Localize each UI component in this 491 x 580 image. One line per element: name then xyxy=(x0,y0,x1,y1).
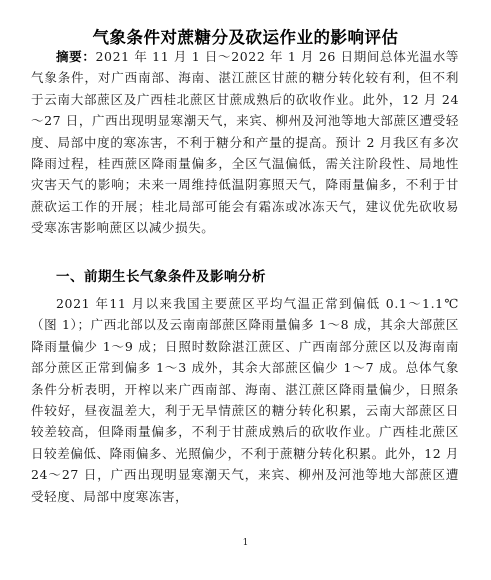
section-heading: 一、前期生长气象条件及影响分析 xyxy=(56,269,266,285)
document-title: 气象条件对蔗糖分及砍运作业的影响评估 xyxy=(92,28,399,48)
abstract-label: 摘要： xyxy=(56,49,96,64)
body-paragraph: 2021 年11 月以来我国主要蔗区平均气温正常到偏低 0.1～1.1℃（图 1）；广西北部以及云南南部蔗区降雨量偏多 1～8 成，其余大部蔗区降雨量偏少 1～9 成；日照时数除湛江蔗区、广西南部分蔗区以及海南南部分蔗区正常到偏多 1～3 成外，其余大部蔗区偏少 1～7 成。总体气象条件分析表明，开榨以来广西南部、海南、湛江蔗区降雨量偏少，日照条件较好，昼夜温差大，利于无旱情蔗区的糖分转化积累，云南大部蔗区日较差较高，但降雨量偏多，不利于甘蔗成熟后的砍收作业。广西桂北蔗区日较差偏低、降雨偏多、光照偏少，不利于蔗糖分转化积累。此外，12 月 24～27 日，广西出现明显寒潮天气，来宾、柳州及河池等地大部蔗区遭受轻度、局部中度寒冻害， xyxy=(31,296,459,504)
abstract-paragraph xyxy=(31,46,459,239)
page-number: 1 xyxy=(242,538,249,548)
abstract-text: 2021 年 11 月 1 日～2022 年 1 月 26 日期间总体光温水等气象条件，对广西南部、海南、湛江蔗区甘蔗的糖分转化较有利，但不利于云南大部蔗区及广西桂北蔗区甘蔗成熟后的砍收作业。此外，12 月 24～27 日，广西出现明显寒潮天气，来宾、柳州及河池等地大部蔗区遭受轻度、局部中度的寒冻害，不利于糖分和产量的提高。预计 2 月我区有多次降雨过程，桂西蔗区降雨量偏多，全区气温偏低，需关注阶段性、局地性灾害天气的影响；未来一周维持低温阴寡照天气，降雨量偏多，不利于甘蔗砍运工作的开展；桂北局部可能会有霜冻或冰冻天气，建议优先砍收易受寒冻害影响蔗区以减少损失。 xyxy=(31,49,459,236)
